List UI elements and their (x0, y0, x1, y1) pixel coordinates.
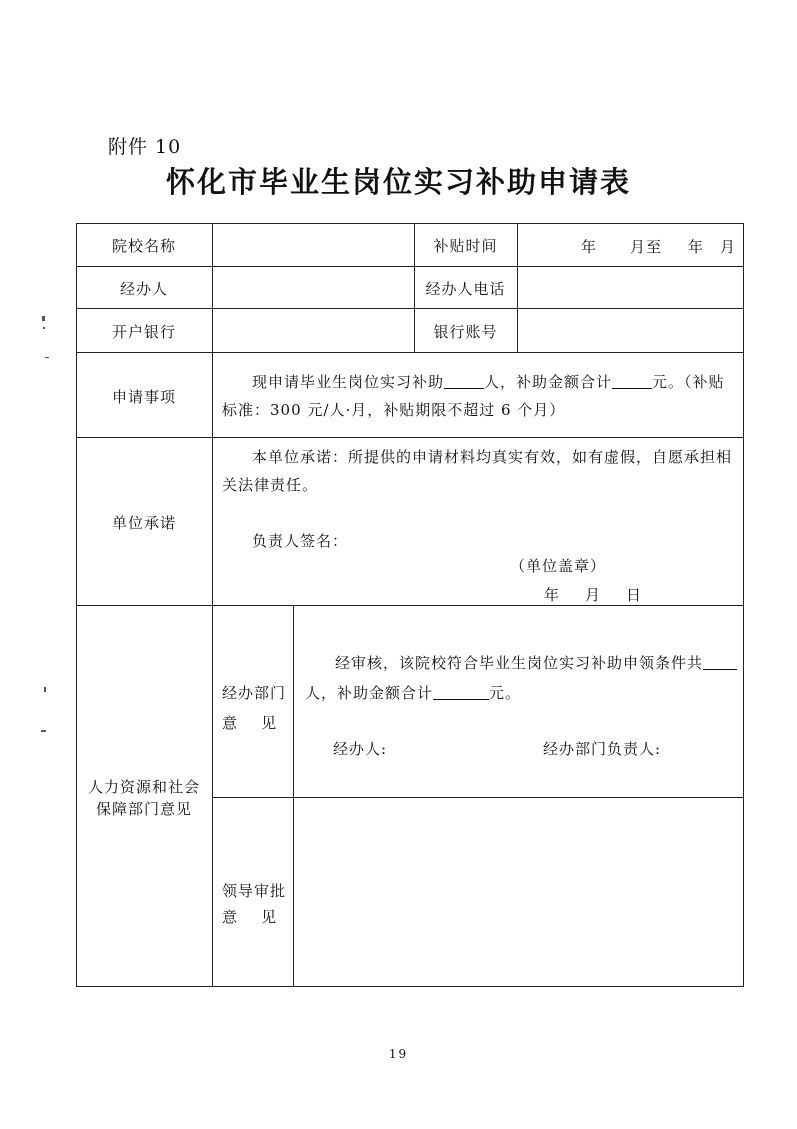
handler-label: 经办人 (119, 280, 168, 298)
hr-label-line2: 保障部门意见 (95, 800, 192, 818)
application-label: 申请事项 (111, 388, 176, 406)
dept-head-sign-label: 经办部门负责人: (543, 740, 662, 758)
page-number: 19 (388, 1047, 409, 1061)
subsidy-period-label: 补贴时间 (433, 237, 498, 255)
handler-phone-label: 经办人电话 (425, 280, 506, 298)
scan-mark (42, 316, 45, 321)
school-name-label: 院校名称 (111, 237, 176, 255)
dept-opinion-label (222, 678, 286, 738)
seal-label: （单位盖章） (510, 557, 607, 575)
scan-mark (45, 357, 49, 358)
leader-label-line2: 意 见 (222, 908, 278, 926)
dept-label-line1: 经办部门 (222, 684, 287, 702)
commitment-line1: 本单位承诺：所提供的申请材料均真实有效，如有虚假，自愿承担相 (252, 448, 733, 466)
bank-label: 开户银行 (111, 323, 176, 341)
signature-label: 负责人签名： (252, 532, 349, 550)
account-field[interactable] (518, 309, 743, 351)
hr-opinion-label (76, 776, 212, 820)
review-count-blank[interactable] (703, 654, 737, 670)
period-month-to: 月至 (630, 238, 663, 256)
bank-field[interactable] (213, 309, 413, 351)
hr-label-line1: 人力资源和社会 (87, 778, 200, 796)
review-amount-blank[interactable] (433, 684, 489, 700)
scan-mark (44, 687, 46, 692)
scan-mark (41, 730, 46, 732)
application-text-part3: 元。（补贴 (652, 373, 725, 391)
date-day: 日 (626, 586, 643, 604)
row-divider (76, 352, 744, 353)
application-text-part1: 现申请毕业生岗位实习补助 (252, 373, 445, 391)
period-year1: 年 (581, 238, 598, 256)
handler-sign-label: 经办人: (333, 740, 388, 758)
date-month: 月 (585, 586, 602, 604)
handler-phone-field[interactable] (518, 267, 743, 307)
amount-blank[interactable] (612, 373, 652, 389)
commitment-label: 单位承诺 (111, 514, 176, 532)
commitment-text (222, 443, 736, 499)
leader-label-line1: 领导审批 (222, 882, 287, 900)
application-text-part2: 人，补助金额合计 (484, 373, 613, 391)
leader-opinion-label (222, 878, 286, 930)
row-divider (76, 605, 744, 606)
school-name-field[interactable] (213, 224, 413, 265)
handler-field[interactable] (213, 267, 413, 307)
date-year: 年 (544, 586, 561, 604)
review-part1: 经审核，该院校符合毕业生岗位实习补助申领条件共 (335, 654, 704, 672)
subsidy-period-field[interactable] (517, 223, 744, 266)
period-year2: 年 (688, 238, 705, 256)
dept-label-line2: 意 见 (222, 714, 278, 732)
commitment-line2: 关法律责任。 (222, 476, 319, 494)
person-count-blank[interactable] (444, 373, 484, 389)
form-title: 怀化市毕业生岗位实习补助申请表 (165, 165, 631, 199)
row-divider (76, 437, 744, 438)
attachment-number: 附件 10 (108, 136, 182, 158)
application-text-line2: 标准：300 元/人·月，补贴期限不超过 6 个月） (222, 401, 566, 419)
application-text (222, 368, 736, 424)
period-month2: 月 (720, 238, 737, 256)
review-text (305, 648, 737, 708)
scan-mark (43, 327, 45, 329)
leader-opinion-field[interactable] (294, 798, 743, 986)
review-part3: 元。 (489, 684, 522, 702)
review-part2: 人，补助金额合计 (305, 684, 434, 702)
account-label: 银行账号 (433, 323, 498, 341)
